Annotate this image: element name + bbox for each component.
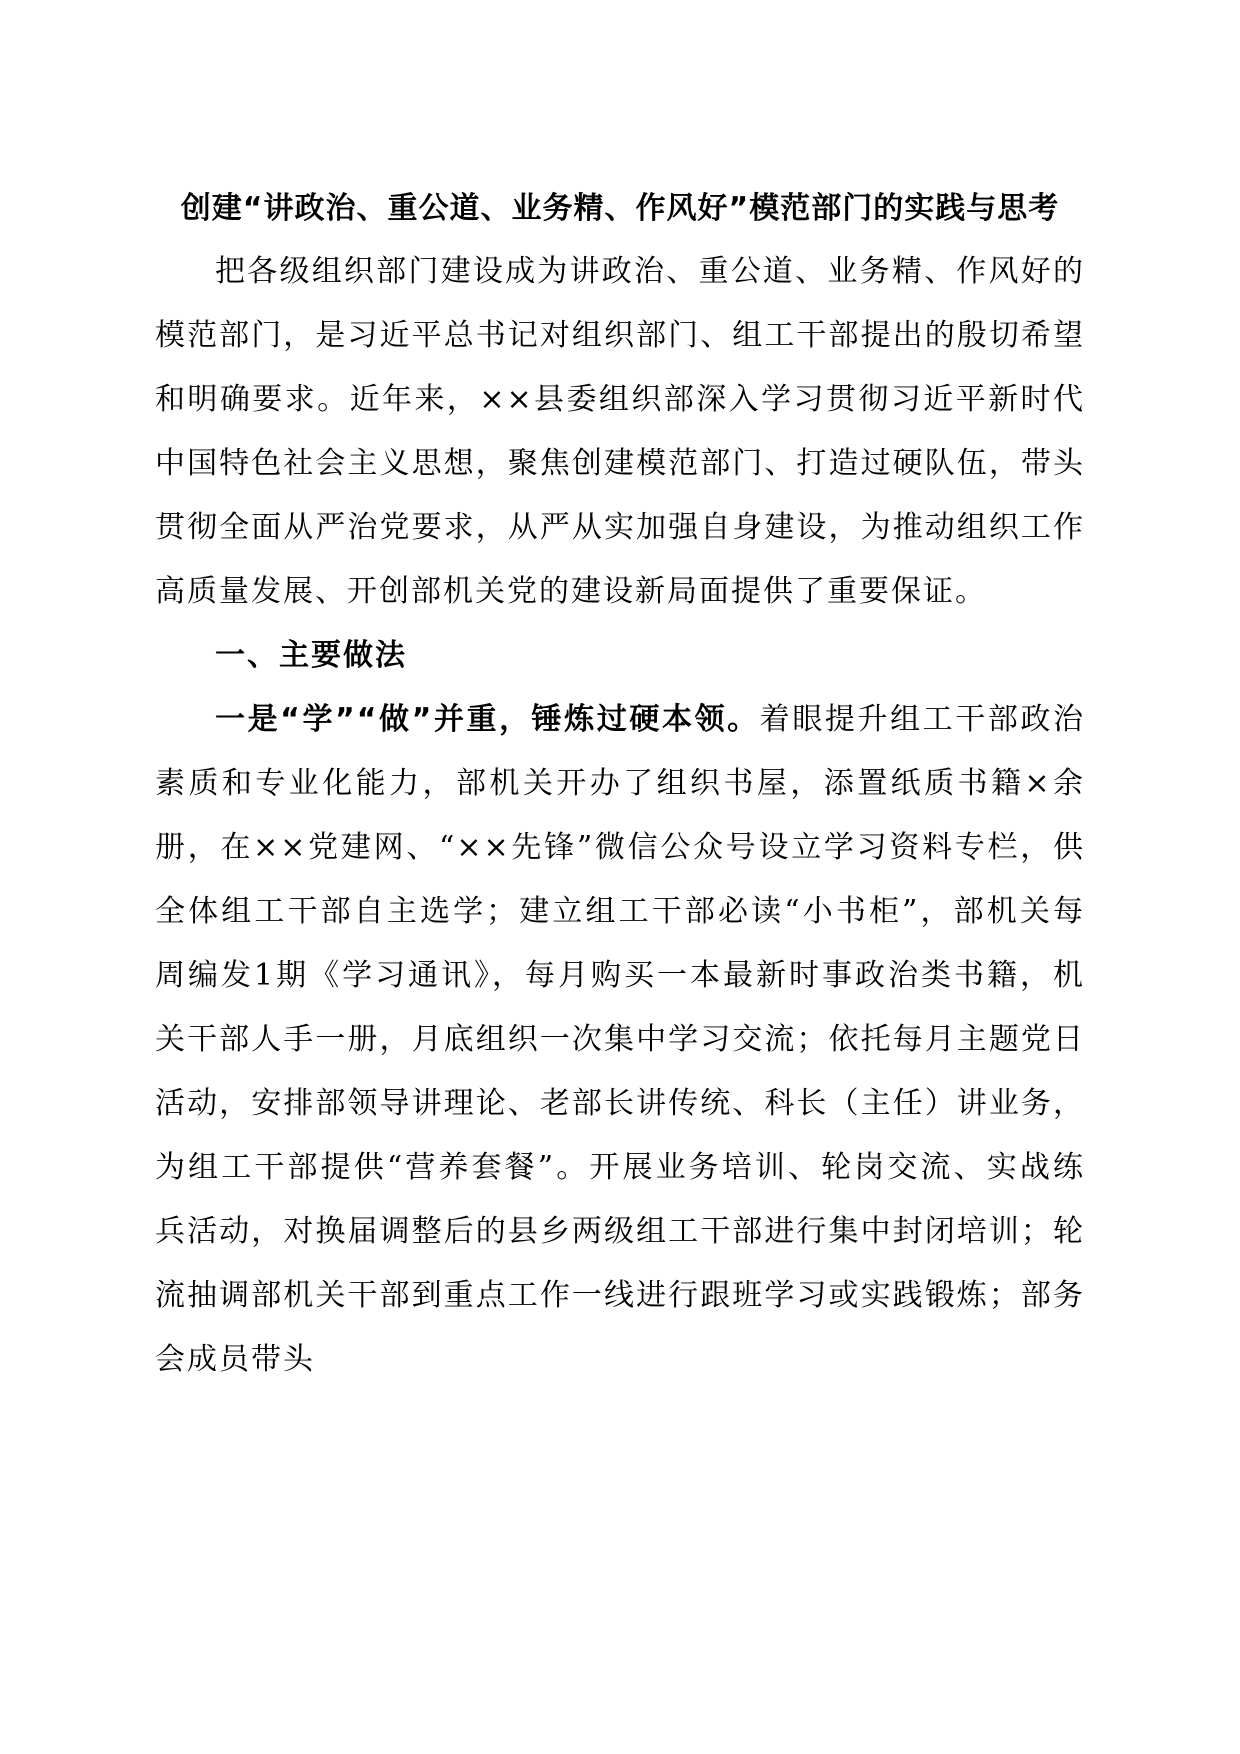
point-one-lead: 一是“学”“做”并重，锤炼过硬本领。 [215, 702, 760, 737]
intro-paragraph: 把各级组织部门建设成为讲政治、重公道、业务精、作风好的模范部门，是习近平总书记对组织部门、组工干部提出的殷切希望和明确要求。近年来，××县委组织部深入学习贯彻习近平新时代中国特色社会主义思想，聚焦创建模范部门、打造过硬队伍，带头贯彻全面从严治党要求，从严从实加强自身建设，为推动组织工作高质量发展、开创部机关党的建设新局面提供了重要保证。 [155, 254, 1085, 609]
document-body [155, 178, 1085, 1392]
point-one-paragraph [155, 688, 1085, 1392]
section-heading: 一、主要做法 [215, 638, 407, 673]
point-one-body: 着眼提升组工干部政治素质和专业化能力，部机关开办了组织书屋，添置纸质书籍×余册，在××党建网、“××先锋”微信公众号设立学习资料专栏，供全体组工干部自主选学；建立组工干部必读“小书柜”，部机关每周编发1期《学习通讯》，每月购买一本最新时事政治类书籍，机关干部人手一册，月底组织一次集中学习交流；依托每月主题党日活动，安排部领导讲理论、老部长讲传统、科长（主任）讲业务，为组工干部提供“营养套餐”。开展业务培训、轮岗交流、实战练兵活动，对换届调整后的县乡两级组工干部进行集中封闭培训；轮流抽调部机关干部到重点工作一线进行跟班学习或实践锻炼；部务会成员带头 [155, 702, 1086, 1377]
document-title: 创建“讲政治、重公道、业务精、作风好”模范部门的实践与思考 [180, 191, 1060, 226]
